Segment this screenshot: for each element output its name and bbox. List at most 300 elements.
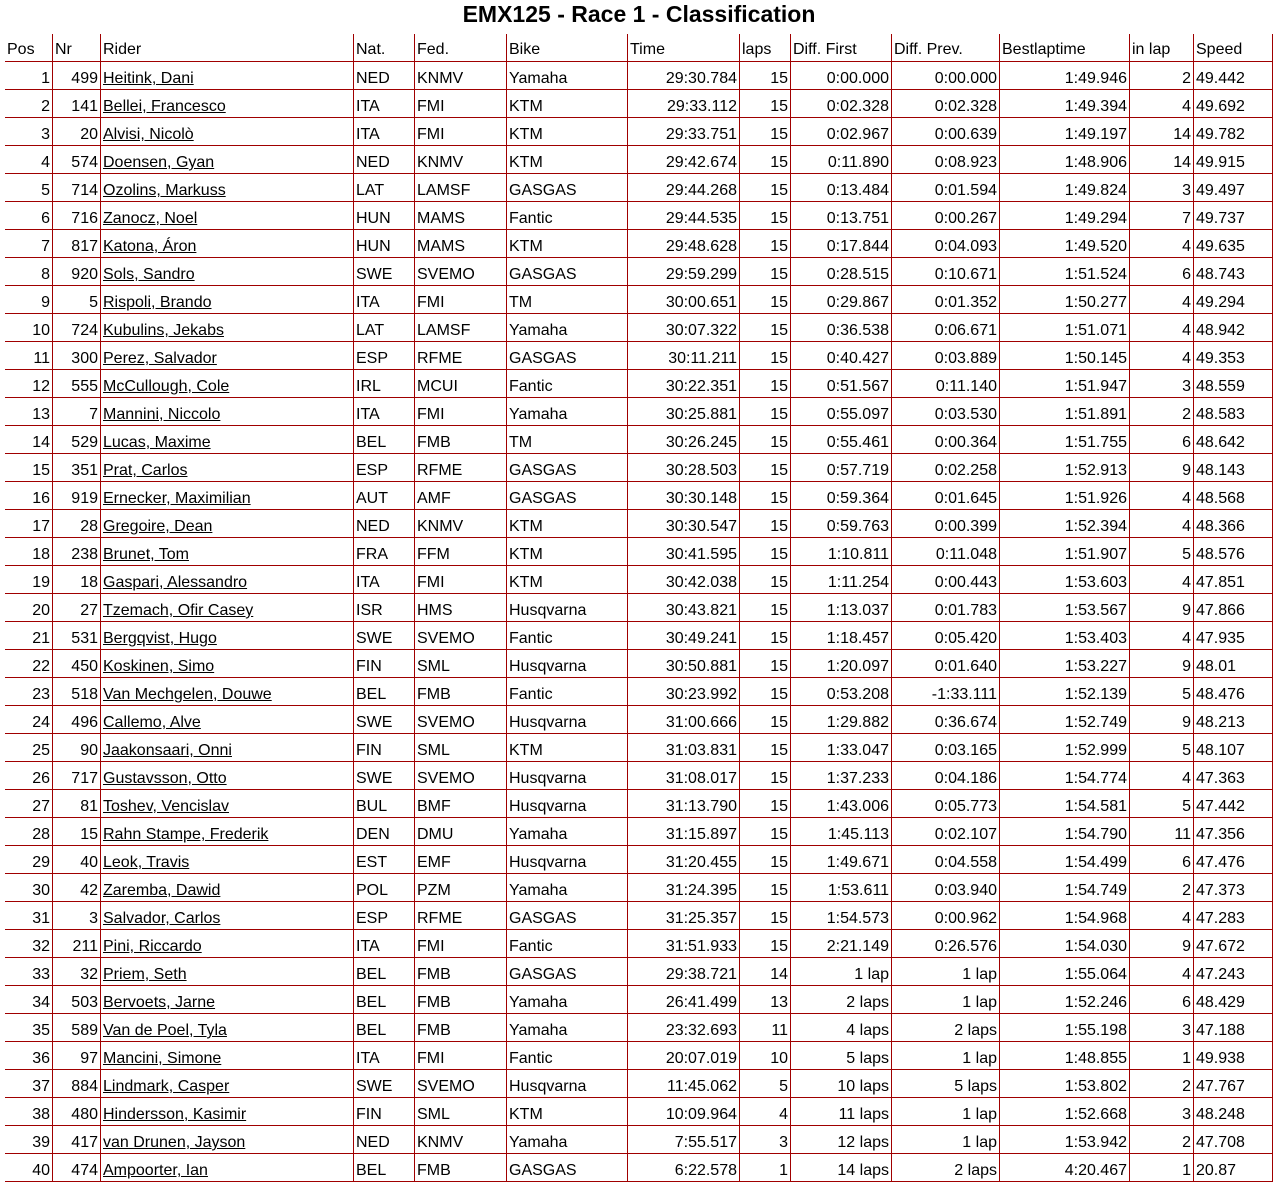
nr-cell: 3 — [53, 902, 101, 930]
bestlaptime-cell: 1:51.071 — [1000, 314, 1130, 342]
table-row — [5, 678, 1273, 706]
nr-cell: 920 — [53, 258, 101, 286]
rider-link[interactable]: Rahn Stampe, Frederik — [103, 826, 269, 843]
diff-prev-cell: 0:01.783 — [892, 594, 1000, 622]
nat-cell: NED — [354, 1126, 415, 1154]
laps-cell: 15 — [740, 678, 791, 706]
rider-link[interactable]: Jaakonsaari, Onni — [103, 742, 232, 759]
diff-first-cell: 0:40.427 — [791, 342, 892, 370]
table-row — [5, 846, 1273, 874]
table-row — [5, 118, 1273, 146]
diff-prev-cell: 2 laps — [892, 1154, 1000, 1182]
bestlaptime-cell: 1:54.499 — [1000, 846, 1130, 874]
bestlaptime-cell: 1:50.145 — [1000, 342, 1130, 370]
pos-cell: 16 — [5, 482, 53, 510]
rider-link[interactable]: Perez, Salvador — [103, 350, 217, 367]
laps-cell: 15 — [740, 566, 791, 594]
rider-link[interactable]: Brunet, Tom — [103, 546, 189, 563]
pos-cell: 40 — [5, 1154, 53, 1182]
nr-cell: 300 — [53, 342, 101, 370]
laps-cell: 15 — [740, 790, 791, 818]
speed-cell: 48.559 — [1194, 370, 1273, 398]
speed-cell: 47.767 — [1194, 1070, 1273, 1098]
rider-cell — [101, 202, 354, 230]
nat-cell: NED — [354, 146, 415, 174]
diff-prev-cell: 2 laps — [892, 1014, 1000, 1042]
rider-link[interactable]: Ampoorter, Ian — [103, 1162, 208, 1179]
diff-prev-cell: 0:04.558 — [892, 846, 1000, 874]
pos-cell: 10 — [5, 314, 53, 342]
speed-cell: 47.188 — [1194, 1014, 1273, 1042]
nat-cell: HUN — [354, 202, 415, 230]
bike-cell: Fantic — [507, 930, 628, 958]
rider-link[interactable]: Kubulins, Jekabs — [103, 322, 224, 339]
nat-cell: FIN — [354, 650, 415, 678]
diff-prev-cell: 0:02.258 — [892, 454, 1000, 482]
fed-cell: KNMV — [415, 62, 507, 90]
col-header-in-lap: in lap — [1130, 34, 1194, 62]
bike-cell: Husqvarna — [507, 762, 628, 790]
diff-first-cell: 1:43.006 — [791, 790, 892, 818]
speed-cell: 48.429 — [1194, 986, 1273, 1014]
rider-link[interactable]: Bergqvist, Hugo — [103, 630, 217, 647]
bestlaptime-cell: 1:52.139 — [1000, 678, 1130, 706]
bestlaptime-cell: 1:48.855 — [1000, 1042, 1130, 1070]
nr-cell: 90 — [53, 734, 101, 762]
fed-cell: SML — [415, 650, 507, 678]
rider-link[interactable]: Bellei, Francesco — [103, 98, 226, 115]
bestlaptime-cell: 1:52.999 — [1000, 734, 1130, 762]
bike-cell: KTM — [507, 230, 628, 258]
rider-link[interactable]: Mannini, Niccolo — [103, 406, 221, 423]
speed-cell: 49.497 — [1194, 174, 1273, 202]
in-lap-cell: 7 — [1130, 202, 1194, 230]
in-lap-cell: 4 — [1130, 510, 1194, 538]
nr-cell: 15 — [53, 818, 101, 846]
rider-link[interactable]: Prat, Carlos — [103, 462, 188, 479]
nat-cell: FRA — [354, 538, 415, 566]
in-lap-cell: 5 — [1130, 790, 1194, 818]
bestlaptime-cell: 1:53.802 — [1000, 1070, 1130, 1098]
in-lap-cell: 14 — [1130, 146, 1194, 174]
nr-cell: 474 — [53, 1154, 101, 1182]
rider-cell — [101, 874, 354, 902]
table-row — [5, 650, 1273, 678]
diff-prev-cell: 0:00.443 — [892, 566, 1000, 594]
nr-cell: 5 — [53, 286, 101, 314]
speed-cell: 48.568 — [1194, 482, 1273, 510]
pos-cell: 25 — [5, 734, 53, 762]
diff-first-cell: 0:57.719 — [791, 454, 892, 482]
nr-cell: 81 — [53, 790, 101, 818]
rider-link[interactable]: Gaspari, Alessandro — [103, 574, 248, 591]
fed-cell: SVEMO — [415, 706, 507, 734]
nat-cell: ITA — [354, 930, 415, 958]
speed-cell: 49.692 — [1194, 90, 1273, 118]
rider-link[interactable]: Doensen, Gyan — [103, 154, 215, 171]
diff-first-cell: 0:02.328 — [791, 90, 892, 118]
rider-cell — [101, 482, 354, 510]
diff-first-cell: 1:20.097 — [791, 650, 892, 678]
pos-cell: 37 — [5, 1070, 53, 1098]
rider-link[interactable]: Callemo, Alve — [103, 714, 201, 731]
bike-cell: Yamaha — [507, 818, 628, 846]
bestlaptime-cell: 1:53.403 — [1000, 622, 1130, 650]
rider-link[interactable]: Gustavsson, Otto — [103, 770, 227, 787]
bestlaptime-cell: 1:51.907 — [1000, 538, 1130, 566]
rider-cell — [101, 454, 354, 482]
rider-link[interactable]: Katona, Áron — [103, 238, 197, 255]
time-cell: 30:30.148 — [628, 482, 740, 510]
rider-cell — [101, 90, 354, 118]
page-title: EMX125 - Race 1 - Classification — [462, 1, 816, 27]
diff-first-cell: 0:28.515 — [791, 258, 892, 286]
table-row — [5, 762, 1273, 790]
rider-link[interactable]: Mancini, Simone — [103, 1050, 222, 1067]
rider-cell — [101, 566, 354, 594]
speed-cell: 48.642 — [1194, 426, 1273, 454]
nat-cell: POL — [354, 874, 415, 902]
fed-cell: FMI — [415, 286, 507, 314]
laps-cell: 15 — [740, 146, 791, 174]
in-lap-cell: 9 — [1130, 454, 1194, 482]
in-lap-cell: 3 — [1130, 1098, 1194, 1126]
diff-prev-cell: -1:33.111 — [892, 678, 1000, 706]
nat-cell: SWE — [354, 762, 415, 790]
classification-rows — [5, 62, 1273, 1182]
bike-cell: Yamaha — [507, 986, 628, 1014]
nat-cell: BEL — [354, 426, 415, 454]
diff-prev-cell: 0:00.962 — [892, 902, 1000, 930]
bike-cell: KTM — [507, 146, 628, 174]
nr-cell: 238 — [53, 538, 101, 566]
speed-cell: 20.87 — [1194, 1154, 1273, 1182]
bike-cell: GASGAS — [507, 342, 628, 370]
time-cell: 29:48.628 — [628, 230, 740, 258]
in-lap-cell: 4 — [1130, 314, 1194, 342]
rider-link[interactable]: Salvador, Carlos — [103, 910, 221, 927]
time-cell: 29:44.268 — [628, 174, 740, 202]
laps-cell: 15 — [740, 538, 791, 566]
laps-cell: 4 — [740, 1098, 791, 1126]
in-lap-cell: 11 — [1130, 818, 1194, 846]
speed-cell: 49.294 — [1194, 286, 1273, 314]
time-cell: 31:08.017 — [628, 762, 740, 790]
nr-cell: 496 — [53, 706, 101, 734]
rider-cell — [101, 174, 354, 202]
rider-link[interactable]: Rispoli, Brando — [103, 294, 212, 311]
time-cell: 29:33.112 — [628, 90, 740, 118]
nat-cell: FIN — [354, 734, 415, 762]
diff-prev-cell: 1 lap — [892, 1126, 1000, 1154]
table-row — [5, 902, 1273, 930]
col-header-bike: Bike — [507, 34, 628, 62]
laps-cell: 15 — [740, 510, 791, 538]
diff-first-cell: 1:53.611 — [791, 874, 892, 902]
laps-cell: 15 — [740, 90, 791, 118]
nr-cell: 211 — [53, 930, 101, 958]
rider-link[interactable]: Priem, Seth — [103, 966, 187, 983]
rider-link[interactable]: Hindersson, Kasimir — [103, 1106, 247, 1123]
rider-cell — [101, 930, 354, 958]
bestlaptime-cell: 1:52.668 — [1000, 1098, 1130, 1126]
rider-cell — [101, 846, 354, 874]
in-lap-cell: 6 — [1130, 986, 1194, 1014]
in-lap-cell: 4 — [1130, 958, 1194, 986]
in-lap-cell: 4 — [1130, 762, 1194, 790]
diff-prev-cell: 1 lap — [892, 958, 1000, 986]
rider-link[interactable]: Zanocz, Noel — [103, 210, 198, 227]
nat-cell: LAT — [354, 174, 415, 202]
speed-cell: 47.476 — [1194, 846, 1273, 874]
table-row — [5, 454, 1273, 482]
diff-first-cell: 0:55.461 — [791, 426, 892, 454]
bestlaptime-cell: 1:54.030 — [1000, 930, 1130, 958]
pos-cell: 38 — [5, 1098, 53, 1126]
bike-cell: KTM — [507, 566, 628, 594]
rider-cell — [101, 734, 354, 762]
nr-cell: 97 — [53, 1042, 101, 1070]
nr-cell: 450 — [53, 650, 101, 678]
speed-cell: 48.743 — [1194, 258, 1273, 286]
table-row — [5, 370, 1273, 398]
table-row — [5, 510, 1273, 538]
speed-cell: 49.737 — [1194, 202, 1273, 230]
diff-prev-cell: 0:00.364 — [892, 426, 1000, 454]
speed-cell: 47.708 — [1194, 1126, 1273, 1154]
rider-link[interactable]: Van de Poel, Tyla — [103, 1022, 227, 1039]
table-row — [5, 90, 1273, 118]
bike-cell: GASGAS — [507, 482, 628, 510]
table-row — [5, 342, 1273, 370]
time-cell: 31:15.897 — [628, 818, 740, 846]
bike-cell: KTM — [507, 118, 628, 146]
time-cell: 30:50.881 — [628, 650, 740, 678]
rider-link[interactable]: Leok, Travis — [103, 854, 190, 871]
bestlaptime-cell: 1:51.524 — [1000, 258, 1130, 286]
col-header-pos: Pos — [5, 34, 53, 62]
bike-cell: KTM — [507, 510, 628, 538]
nat-cell: ITA — [354, 398, 415, 426]
table-row — [5, 426, 1273, 454]
rider-link[interactable]: Alvisi, Nicolò — [103, 126, 194, 143]
pos-cell: 36 — [5, 1042, 53, 1070]
bestlaptime-cell: 1:55.064 — [1000, 958, 1130, 986]
nat-cell: ESP — [354, 342, 415, 370]
time-cell: 30:43.821 — [628, 594, 740, 622]
pos-cell: 28 — [5, 818, 53, 846]
nr-cell: 817 — [53, 230, 101, 258]
col-header-nr: Nr — [53, 34, 101, 62]
time-cell: 30:49.241 — [628, 622, 740, 650]
laps-cell: 13 — [740, 986, 791, 1014]
fed-cell: FMB — [415, 1014, 507, 1042]
laps-cell: 15 — [740, 846, 791, 874]
in-lap-cell: 14 — [1130, 118, 1194, 146]
in-lap-cell: 2 — [1130, 1070, 1194, 1098]
diff-prev-cell: 1 lap — [892, 986, 1000, 1014]
time-cell: 29:42.674 — [628, 146, 740, 174]
diff-prev-cell: 0:08.923 — [892, 146, 1000, 174]
nr-cell: 7 — [53, 398, 101, 426]
nat-cell: EST — [354, 846, 415, 874]
rider-cell — [101, 1098, 354, 1126]
rider-link[interactable]: Lucas, Maxime — [103, 434, 211, 451]
fed-cell: RFME — [415, 902, 507, 930]
bike-cell: Fantic — [507, 370, 628, 398]
time-cell: 30:11.211 — [628, 342, 740, 370]
nr-cell: 503 — [53, 986, 101, 1014]
pos-cell: 33 — [5, 958, 53, 986]
rider-link[interactable]: Gregoire, Dean — [103, 518, 213, 535]
rider-cell — [101, 986, 354, 1014]
diff-first-cell: 1:11.254 — [791, 566, 892, 594]
in-lap-cell: 4 — [1130, 902, 1194, 930]
laps-cell: 15 — [740, 118, 791, 146]
in-lap-cell: 4 — [1130, 90, 1194, 118]
fed-cell: DMU — [415, 818, 507, 846]
time-cell: 30:22.351 — [628, 370, 740, 398]
time-cell: 30:42.038 — [628, 566, 740, 594]
col-header-rider: Rider — [101, 34, 354, 62]
nat-cell: BUL — [354, 790, 415, 818]
rider-cell — [101, 398, 354, 426]
rider-cell — [101, 958, 354, 986]
nr-cell: 40 — [53, 846, 101, 874]
diff-prev-cell: 0:06.671 — [892, 314, 1000, 342]
pos-cell: 21 — [5, 622, 53, 650]
rider-link[interactable]: van Drunen, Jayson — [103, 1134, 246, 1151]
in-lap-cell: 4 — [1130, 622, 1194, 650]
speed-cell: 49.782 — [1194, 118, 1273, 146]
fed-cell: MCUI — [415, 370, 507, 398]
diff-first-cell: 0:13.751 — [791, 202, 892, 230]
in-lap-cell: 1 — [1130, 1042, 1194, 1070]
rider-link[interactable]: Sols, Sandro — [103, 266, 195, 283]
rider-link[interactable]: Ozolins, Markuss — [103, 182, 226, 199]
nr-cell: 884 — [53, 1070, 101, 1098]
speed-cell: 47.243 — [1194, 958, 1273, 986]
bike-cell: Yamaha — [507, 874, 628, 902]
bestlaptime-cell: 1:53.227 — [1000, 650, 1130, 678]
rider-cell — [101, 146, 354, 174]
rider-cell — [101, 1070, 354, 1098]
rider-link[interactable]: Bervoets, Jarne — [103, 994, 216, 1011]
bike-cell: Husqvarna — [507, 790, 628, 818]
speed-cell: 48.107 — [1194, 734, 1273, 762]
laps-cell: 15 — [740, 734, 791, 762]
laps-cell: 15 — [740, 342, 791, 370]
rider-link[interactable]: Koskinen, Simo — [103, 658, 215, 675]
time-cell: 30:41.595 — [628, 538, 740, 566]
table-row — [5, 1098, 1273, 1126]
laps-cell: 15 — [740, 230, 791, 258]
fed-cell: RFME — [415, 342, 507, 370]
rider-cell — [101, 650, 354, 678]
diff-prev-cell: 0:05.420 — [892, 622, 1000, 650]
time-cell: 30:23.992 — [628, 678, 740, 706]
bike-cell: Yamaha — [507, 1126, 628, 1154]
rider-cell — [101, 510, 354, 538]
in-lap-cell: 3 — [1130, 174, 1194, 202]
rider-link[interactable]: Tzemach, Ofir Casey — [103, 602, 254, 619]
laps-cell: 5 — [740, 1070, 791, 1098]
diff-first-cell: 0:02.967 — [791, 118, 892, 146]
rider-link[interactable]: McCullough, Cole — [103, 378, 230, 395]
laps-cell: 15 — [740, 286, 791, 314]
nr-cell: 20 — [53, 118, 101, 146]
diff-prev-cell: 0:02.328 — [892, 90, 1000, 118]
in-lap-cell: 4 — [1130, 286, 1194, 314]
rider-cell — [101, 678, 354, 706]
bestlaptime-cell: 1:53.603 — [1000, 566, 1130, 594]
rider-link[interactable]: Pini, Riccardo — [103, 938, 202, 955]
diff-prev-cell: 0:01.352 — [892, 286, 1000, 314]
time-cell: 26:41.499 — [628, 986, 740, 1014]
rider-link[interactable]: Lindmark, Casper — [103, 1078, 230, 1095]
bestlaptime-cell: 1:48.906 — [1000, 146, 1130, 174]
rider-link[interactable]: Van Mechgelen, Douwe — [103, 686, 272, 703]
speed-cell: 47.363 — [1194, 762, 1273, 790]
rider-link[interactable]: Zaremba, Dawid — [103, 882, 221, 899]
diff-prev-cell: 0:11.048 — [892, 538, 1000, 566]
table-row — [5, 986, 1273, 1014]
fed-cell: SVEMO — [415, 622, 507, 650]
diff-prev-cell: 0:00.267 — [892, 202, 1000, 230]
in-lap-cell: 5 — [1130, 538, 1194, 566]
speed-cell: 48.942 — [1194, 314, 1273, 342]
bestlaptime-cell: 1:49.294 — [1000, 202, 1130, 230]
diff-first-cell: 0:17.844 — [791, 230, 892, 258]
col-header-speed: Speed — [1194, 34, 1273, 62]
bike-cell: Yamaha — [507, 314, 628, 342]
bike-cell: GASGAS — [507, 958, 628, 986]
nat-cell: IRL — [354, 370, 415, 398]
table-row — [5, 146, 1273, 174]
in-lap-cell: 4 — [1130, 566, 1194, 594]
fed-cell: FMB — [415, 958, 507, 986]
in-lap-cell: 5 — [1130, 734, 1194, 762]
laps-cell: 3 — [740, 1126, 791, 1154]
diff-first-cell: 0:59.763 — [791, 510, 892, 538]
time-cell: 30:28.503 — [628, 454, 740, 482]
bike-cell: GASGAS — [507, 902, 628, 930]
diff-prev-cell: 1 lap — [892, 1042, 1000, 1070]
rider-link[interactable]: Ernecker, Maximilian — [103, 490, 251, 507]
fed-cell: KNMV — [415, 146, 507, 174]
nr-cell: 141 — [53, 90, 101, 118]
pos-cell: 31 — [5, 902, 53, 930]
time-cell: 30:30.547 — [628, 510, 740, 538]
classification-table — [5, 34, 1273, 1182]
time-cell: 31:00.666 — [628, 706, 740, 734]
nr-cell: 18 — [53, 566, 101, 594]
diff-prev-cell: 0:04.186 — [892, 762, 1000, 790]
fed-cell: PZM — [415, 874, 507, 902]
laps-cell: 15 — [740, 706, 791, 734]
fed-cell: FMB — [415, 678, 507, 706]
nat-cell: ITA — [354, 1042, 415, 1070]
diff-first-cell: 10 laps — [791, 1070, 892, 1098]
diff-prev-cell: 0:26.576 — [892, 930, 1000, 958]
speed-cell: 47.672 — [1194, 930, 1273, 958]
rider-link[interactable]: Toshev, Vencislav — [103, 798, 229, 815]
diff-prev-cell: 0:03.530 — [892, 398, 1000, 426]
rider-link[interactable]: Heitink, Dani — [103, 70, 194, 87]
bestlaptime-cell: 1:51.926 — [1000, 482, 1130, 510]
pos-cell: 24 — [5, 706, 53, 734]
table-row — [5, 286, 1273, 314]
